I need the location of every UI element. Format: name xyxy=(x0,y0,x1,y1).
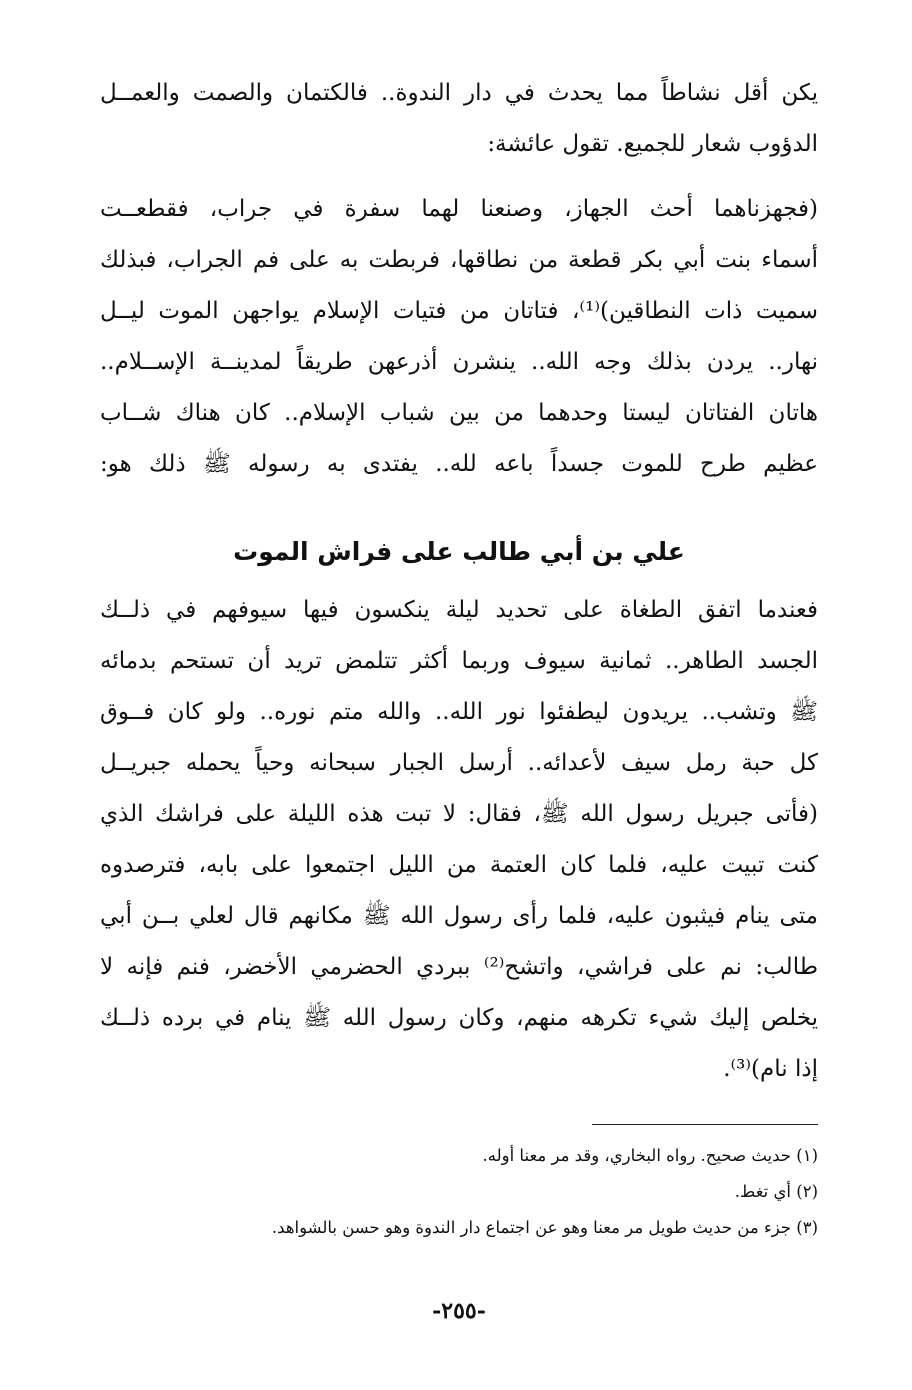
text-line: عظيم طرح للموت جسداً باعه لله.. يفتدى به رسوله ﷺ ذلك هو: xyxy=(100,451,818,477)
footnote-divider xyxy=(592,1124,818,1125)
text-line: ﷺ وتشب.. يريدون ليطفئوا نور الله.. والله متم نوره.. ولو كان فــوق xyxy=(100,699,818,725)
footnote-2: (٢) أي تغط. xyxy=(734,1182,818,1201)
text-line: الدؤوب شعار للجميع. تقول عائشة: xyxy=(487,131,818,157)
footnotes xyxy=(100,1138,818,1246)
text-line: سميت ذات النطاقين)⁽¹⁾، فتاتان من فتيات الإسلام يواجهن الموت ليــل xyxy=(100,298,818,324)
text-line: متى ينام فيثبون عليه، فلما رأى رسول الله ﷺ مكانهم قال لعلي بــن أبي xyxy=(100,903,818,929)
text-line: الجسد الطاهر.. ثمانية سيوف وربما أكثر تتلمض تريد أن تستحم بدمائه xyxy=(100,648,818,674)
text-line: أسماء بنت أبي بكر قطعة من نطاقها، فربطت به على فم الجراب، فبذلك xyxy=(100,247,818,273)
text-line: فعندما اتفق الطغاة على تحديد ليلة ينكسون فيها سيوفهم في ذلــك xyxy=(100,597,818,623)
paragraph-2 xyxy=(100,184,818,490)
text-line: كل حبة رمل سيف لأعدائه.. أرسل الجبار سبحانه وحياً يحمله جبريــل xyxy=(100,750,818,776)
footnote-1: (١) حديث صحيح. رواه البخاري، وقد مر معنا أوله. xyxy=(482,1146,818,1165)
paragraph-1 xyxy=(100,68,818,170)
footnote-3: (٣) جزء من حديث طويل مر معنا وهو عن اجتماع دار الندوة وهو حسن بالشواهد. xyxy=(271,1218,818,1237)
text-line: إذا نام)⁽³⁾. xyxy=(723,1056,818,1082)
text-line: نهار.. يردن بذلك وجه الله.. ينشرن أذرعهن طريقاً لمدينــة الإســلام.. xyxy=(100,349,818,375)
page-number: -٢٥٥- xyxy=(432,1298,486,1324)
text-line: كنت تبيت عليه، فلما كان العتمة من الليل اجتمعوا على بابه، فترصدوه xyxy=(100,852,818,878)
text-line: هاتان الفتاتان ليستا وحدهما من بين شباب الإسلام.. كان هناك شــاب xyxy=(100,400,818,426)
text-line: يكن أقل نشاطاً مما يحدث في دار الندوة.. فالكتمان والصمت والعمــل xyxy=(100,80,818,106)
paragraph-3 xyxy=(100,585,818,1095)
text-line: (فجهزناهما أحث الجهاز، وصنعنا لهما سفرة في جراب، فقطعــت xyxy=(100,196,818,222)
text-line: يخلص إليك شيء تكرهه منهم، وكان رسول الله ﷺ ينام في برده ذلــك xyxy=(100,1005,818,1031)
text-line: طالب: نم على فراشي، واتشح⁽²⁾ ببردي الحضرمي الأخضر، فنم فإنه لا xyxy=(100,954,818,980)
section-heading: علي بن أبي طالب على فراش الموت xyxy=(233,537,685,566)
text-line: (فأتى جبريل رسول الله ﷺ، فقال: لا تبت هذه الليلة على فراشك الذي xyxy=(100,801,818,827)
